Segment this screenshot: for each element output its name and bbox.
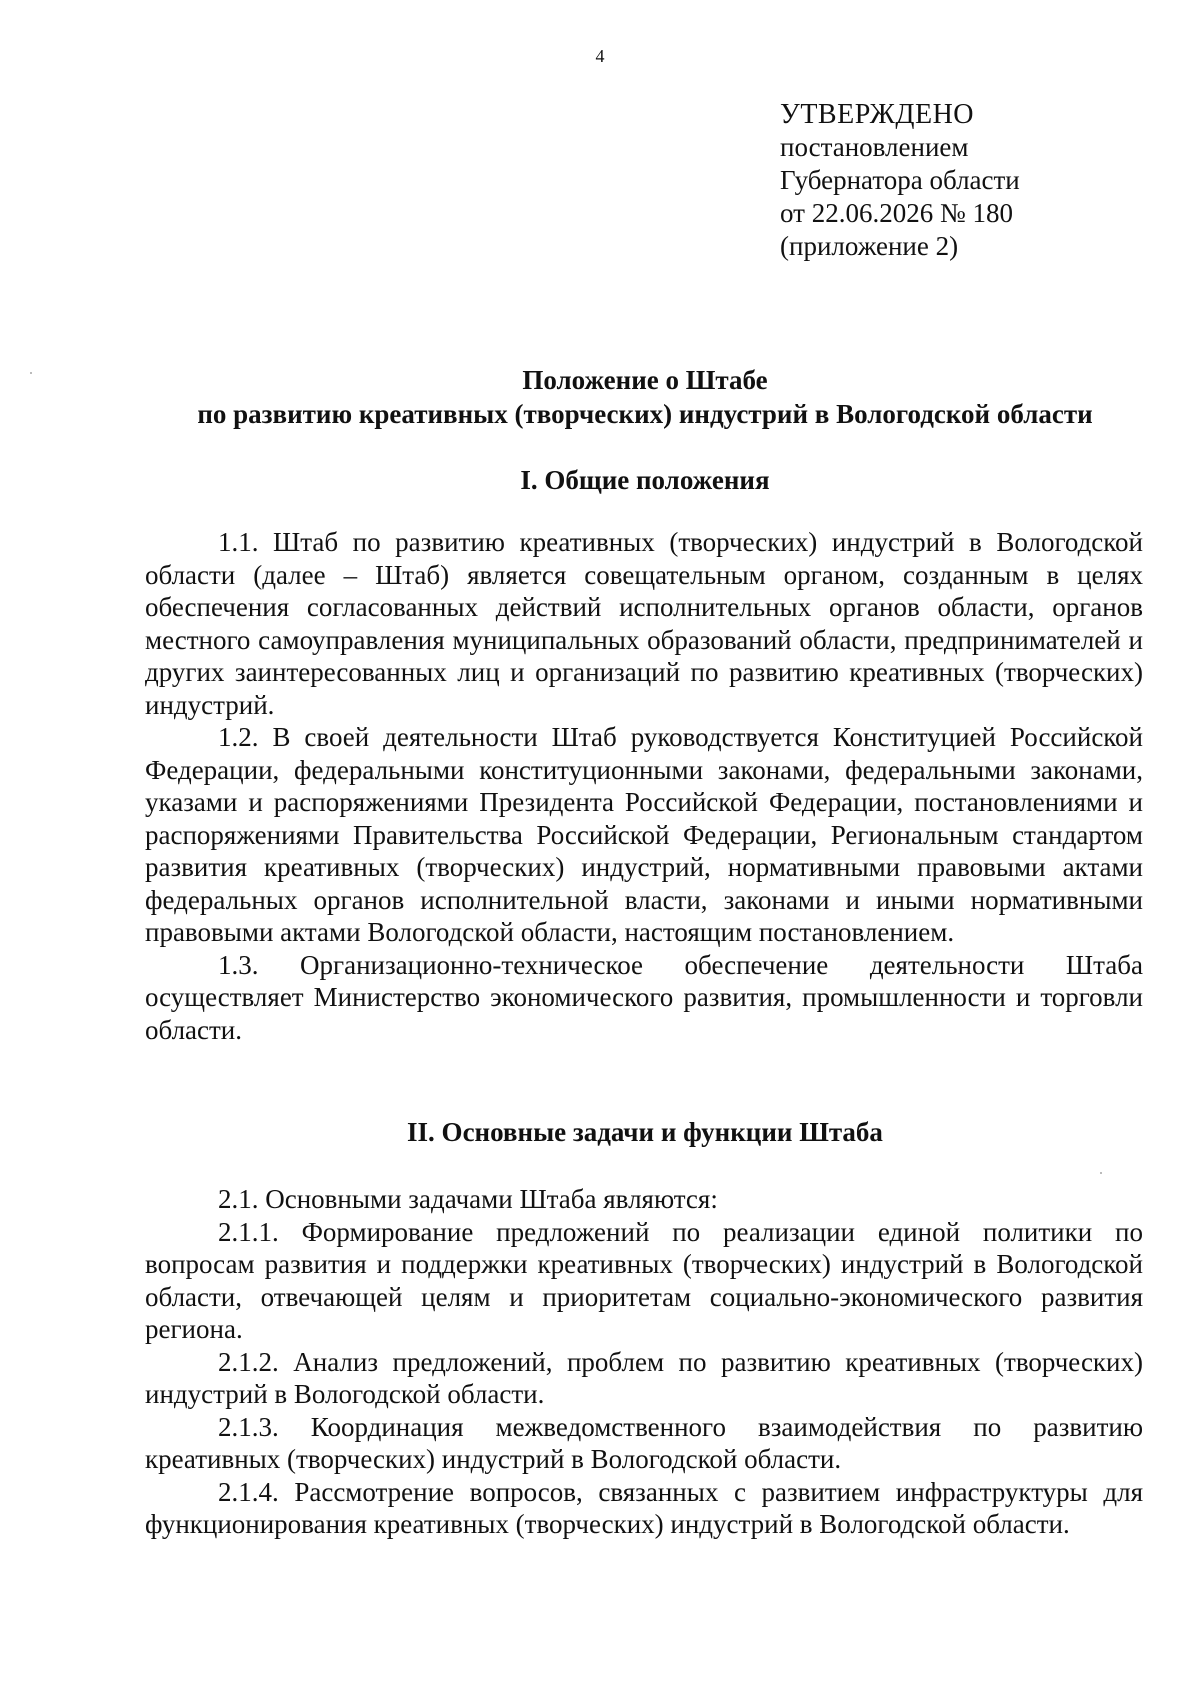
document-title-line1: Положение о Штабе bbox=[522, 365, 768, 395]
section-general-body bbox=[145, 526, 1143, 1046]
approval-stamp: УТВЕРЖДЕНО bbox=[780, 99, 975, 130]
paragraph: 1.1. Штаб по развитию креативных (творческих) индустрий в Вологодской области (далее – Штаб) является совещательным органом, созданным в целях обеспечения согласованных действий исполнительных органов области, органов местного самоуправления муниципальных образований области, предпринимателей и других заинтересованных лиц и организаций по развитию креативных (творческих) индустрий. bbox=[145, 527, 1143, 720]
section-heading-general: I. Общие положения bbox=[520, 465, 770, 495]
approval-date-number: от 22.06.2026 № 180 bbox=[780, 198, 1013, 228]
paragraph: 2.1.4. Рассмотрение вопросов, связанных с развитием инфраструктуры для функционирования креативных (творческих) индустрий в Вологодской области. bbox=[145, 1476, 1143, 1539]
approval-block bbox=[780, 98, 1020, 263]
paragraph: 2.1.2. Анализ предложений, проблем по развитию креативных (творческих) индустрий в Вологодской области. bbox=[145, 1346, 1143, 1409]
paragraph: 2.1.1. Формирование предложений по реализации единой политики по вопросам развития и поддержки креативных (творческих) индустрий в Вологодской области, отвечающей целям и приоритетам социально-экономического развития региона. bbox=[145, 1216, 1143, 1344]
document-title-line2: по развитию креативных (творческих) индустрий в Вологодской области bbox=[197, 399, 1093, 429]
document-title bbox=[0, 363, 1200, 431]
section-heading-tasks: II. Основные задачи и функции Штаба bbox=[407, 1117, 883, 1147]
paragraph: 1.2. В своей деятельности Штаб руководствуется Конституцией Российской Федерации, федеральными конституционными законами, федеральными законами, указами и распоряжениями Президента Российской Федерации, постановлениями и распоряжениями Правительства Российской Федерации, Региональным стандартом развития креативных (творческих) индустрий, нормативными правовыми актами федеральных органов исполнительной власти, законами и иными нормативными правовыми актами Вологодской области, настоящим постановлением. bbox=[145, 722, 1143, 947]
approval-line: Губернатора области bbox=[780, 165, 1020, 195]
section-tasks-body bbox=[145, 1183, 1143, 1541]
scan-speck bbox=[30, 372, 32, 374]
page-number: 4 bbox=[595, 46, 605, 66]
approval-appendix: (приложение 2) bbox=[780, 231, 959, 261]
paragraph: 1.3. Организационно-техническое обеспечение деятельности Штаба осуществляет Министерство экономического развития, промышленности и торговли области. bbox=[145, 949, 1143, 1045]
approval-line: постановлением bbox=[780, 132, 969, 162]
scan-speck bbox=[1100, 1172, 1102, 1174]
paragraph: 2.1.3. Координация межведомственного взаимодействия по развитию креативных (творческих) индустрий в Вологодской области. bbox=[145, 1411, 1143, 1474]
paragraph: 2.1. Основными задачами Штаба являются: bbox=[218, 1184, 718, 1214]
